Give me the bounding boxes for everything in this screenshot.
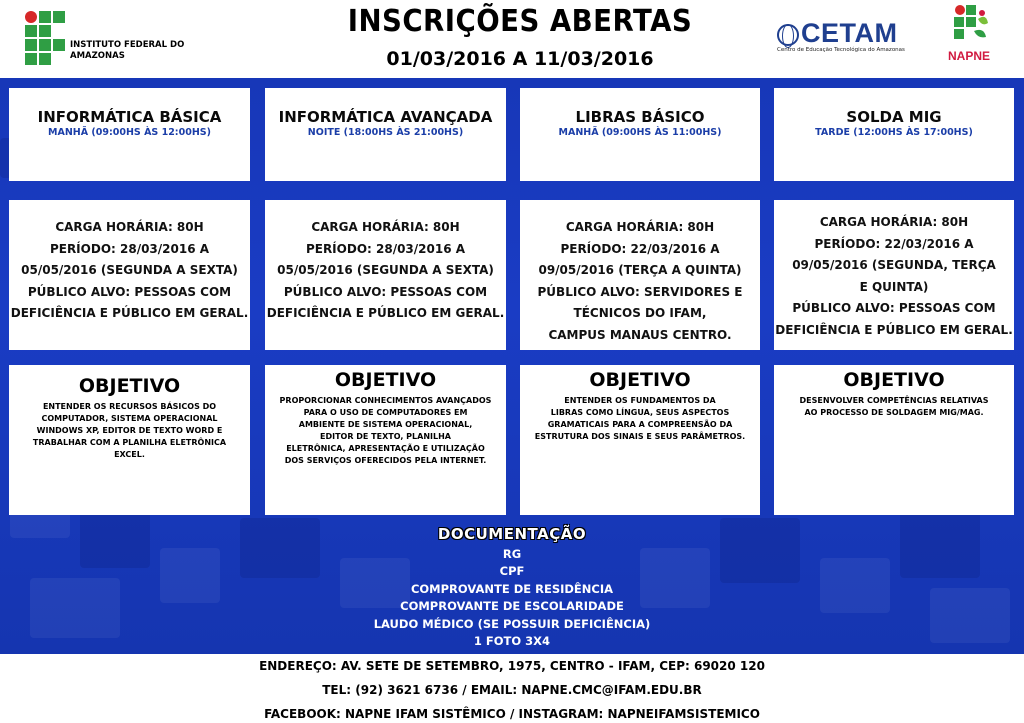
- ifam-name-line1: INSTITUTO FEDERAL DO: [70, 40, 185, 50]
- workload: CARGA HORÁRIA: 80H: [311, 220, 460, 234]
- footer: [0, 654, 1024, 723]
- objective-line: COMPUTADOR, SISTEMA OPERACIONAL: [41, 414, 218, 423]
- documentation-item: RG: [502, 547, 522, 561]
- objective-line: GRAMATICAIS PARA A COMPREENSÃO DA: [547, 420, 733, 429]
- objective-text: [520, 391, 760, 443]
- address: ENDEREÇO: AV. SETE DE SETEMBRO, 1975, CENTRO - IFAM, CEP: 69020 120: [259, 659, 765, 673]
- course-time: TARDE (12:00HS ÀS 17:00HS): [815, 127, 973, 138]
- objective-line: ENTENDER OS RECURSOS BÁSICOS DO: [42, 402, 217, 411]
- objective-card: [520, 365, 760, 515]
- napne-name: NAPNE: [948, 49, 991, 63]
- objective-line: EDITOR DE TEXTO, PLANILHA: [320, 432, 451, 441]
- documentation-section: [0, 524, 1024, 650]
- period: PERÍODO: 22/03/2016 A: [560, 241, 720, 256]
- period: PERÍODO: 28/03/2016 A: [305, 241, 466, 256]
- course-name: INFORMÁTICA BÁSICA: [37, 108, 222, 126]
- target-audience: PÚBLICO ALVO: PESSOAS COM: [792, 301, 996, 315]
- objective-line: DOS SERVIÇOS OFERECIDOS PELA INTERNET.: [284, 456, 487, 465]
- napne-mark-icon: [954, 5, 990, 45]
- enrollment-dates: 01/03/2016 A 11/03/2016: [386, 48, 654, 70]
- ifam-logo: [25, 11, 65, 67]
- objective-line: ESTRUTURA DOS SINAIS E SEUS PARÂMETROS.: [534, 432, 746, 441]
- course-name: INFORMÁTICA AVANÇADA: [278, 108, 493, 126]
- page-title: INSCRIÇÕES ABERTAS: [347, 4, 693, 39]
- course-time: NOITE (18:00HS ÀS 21:00HS): [307, 127, 464, 138]
- objective-line: EXCEL.: [114, 450, 145, 459]
- period-days: 05/05/2016 (SEGUNDA A SEXTA): [21, 263, 238, 277]
- period-days: 09/05/2016 (SEGUNDA, TERÇA: [792, 258, 996, 272]
- period: PERÍODO: 28/03/2016 A: [49, 241, 210, 256]
- objective-text: [9, 397, 250, 461]
- objective-line: PARA O USO DE COMPUTADORES EM: [303, 408, 468, 417]
- course-info-card: [774, 200, 1014, 350]
- target-audience-cont: DEFICIÊNCIA E PÚBLICO EM GERAL.: [775, 322, 1013, 337]
- documentation-item: LAUDO MÉDICO (SE POSSUIR DEFICIÊNCIA): [373, 616, 651, 631]
- header: [0, 0, 1024, 78]
- objective-title: OBJETIVO: [843, 369, 945, 391]
- workload: CARGA HORÁRIA: 80H: [55, 220, 204, 234]
- objective-line: DESENVOLVER COMPETÊNCIAS RELATIVAS: [799, 396, 989, 405]
- target-audience: PÚBLICO ALVO: SERVIDORES E: [537, 284, 743, 299]
- social-media: FACEBOOK: NAPNE IFAM SISTÊMICO / INSTAGRAM: NAPNEIFAMSISTEMICO: [264, 707, 760, 721]
- napne-logo: [948, 5, 998, 75]
- documentation-item: COMPROVANTE DE RESIDÊNCIA: [410, 581, 614, 596]
- course-name: LIBRAS BÁSICO: [575, 108, 705, 126]
- workload: CARGA HORÁRIA: 80H: [819, 215, 969, 229]
- documentation-item: CPF: [499, 564, 525, 579]
- course-time: MANHÃ (09:00HS ÀS 11:00HS): [558, 127, 722, 138]
- objective-line: AMBIENTE DE SISTEMA OPERACIONAL,: [298, 420, 473, 429]
- objective-line: AO PROCESSO DE SOLDAGEM MIG/MAG.: [804, 408, 984, 417]
- target-audience: PÚBLICO ALVO: PESSOAS COM: [27, 284, 232, 299]
- period: PERÍODO: 22/03/2016 A: [814, 236, 974, 251]
- objective-line: WINDOWS XP, EDITOR DE TEXTO WORD E: [36, 426, 223, 435]
- course-card: [520, 88, 760, 181]
- objective-card: [9, 365, 250, 515]
- target-audience-cont: DEFICIÊNCIA E PÚBLICO EM GERAL.: [10, 306, 249, 320]
- objective-line: ELETRÔNICA, APRESENTAÇÃO E UTILIZAÇÃO: [286, 444, 485, 453]
- period-days: 05/05/2016 (SEGUNDA A SEXTA): [277, 263, 494, 277]
- workload: CARGA HORÁRIA: 80H: [565, 220, 715, 234]
- course-info-card: [265, 200, 506, 350]
- objective-title: OBJETIVO: [589, 369, 691, 391]
- documentation-title: DOCUMENTAÇÃO: [437, 525, 587, 543]
- documentation-list: [0, 546, 1024, 650]
- cetam-name: CETAM: [801, 18, 898, 48]
- objective-line: PROPORCIONAR CONHECIMENTOS AVANÇADOS: [279, 396, 492, 405]
- course-card: [9, 88, 250, 181]
- objective-card: [265, 365, 506, 515]
- course-card: [265, 88, 506, 181]
- course-info-card: [9, 200, 250, 350]
- course-name: SOLDA MIG: [846, 108, 942, 126]
- objective-line: TRABALHAR COM A PLANILHA ELETRÔNICA: [32, 438, 227, 447]
- course-time: MANHÃ (09:00HS ÀS 12:00HS): [48, 127, 211, 138]
- target-audience-cont: CAMPUS MANAUS CENTRO.: [548, 327, 732, 342]
- main-panel: [0, 78, 1024, 654]
- ifam-name: [70, 40, 184, 62]
- objective-text: [265, 391, 506, 467]
- cetam-subtitle: Centro de Educação Tecnológica do Amazonas: [777, 47, 905, 53]
- target-audience-cont: DEFICIÊNCIA E PÚBLICO EM GERAL.: [266, 306, 505, 320]
- course-card: [774, 88, 1014, 181]
- course-info-card: [520, 200, 760, 350]
- objective-line: ENTENDER OS FUNDAMENTOS DA: [564, 396, 716, 405]
- objective-text: [774, 391, 1014, 419]
- period-days: 09/05/2016 (TERÇA A QUINTA): [538, 263, 742, 277]
- cetam-logo: [777, 18, 937, 58]
- documentation-item: 1 FOTO 3X4: [473, 634, 551, 649]
- objective-card: [774, 365, 1014, 515]
- target-audience: PÚBLICO ALVO: PESSOAS COM: [283, 284, 488, 299]
- globe-icon: [777, 24, 799, 46]
- contact-info: TEL: (92) 3621 6736 / EMAIL: NAPNE.CMC@IFAM.EDU.BR: [322, 683, 702, 697]
- objective-title: OBJETIVO: [78, 375, 181, 397]
- ifam-name-line2: AMAZONAS: [70, 51, 125, 61]
- period-days-cont: E QUINTA): [859, 279, 929, 294]
- documentation-item: COMPROVANTE DE ESCOLARIDADE: [400, 599, 624, 614]
- target-audience-cont: TÉCNICOS DO IFAM,: [573, 306, 707, 320]
- objective-title: OBJETIVO: [334, 369, 437, 391]
- objective-line: LIBRAS COMO LÍNGUA, SEUS ASPECTOS: [550, 408, 730, 417]
